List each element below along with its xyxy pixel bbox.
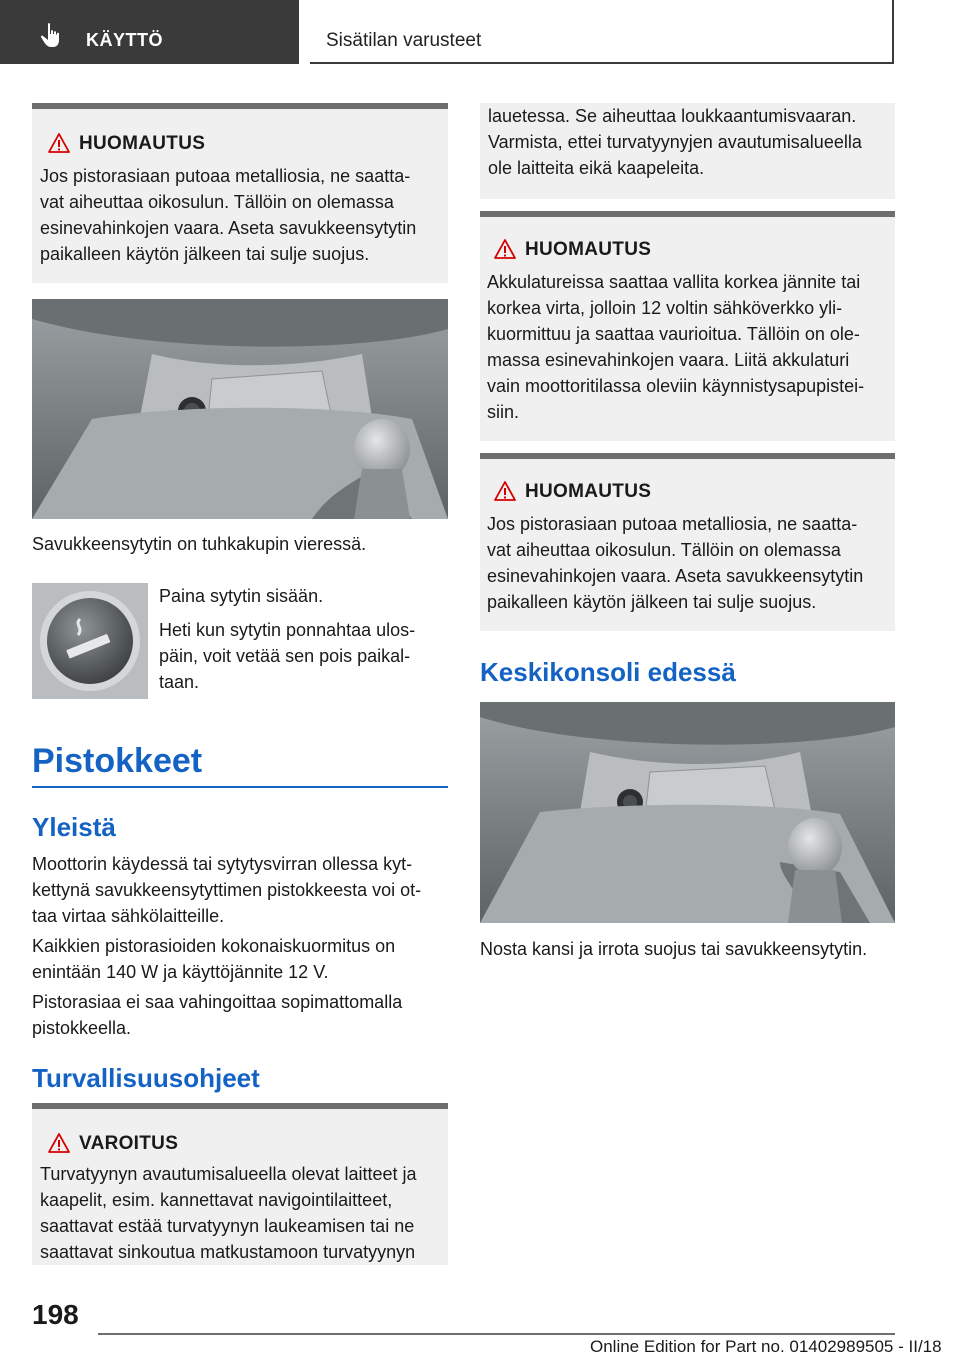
header-chapter-label: Sisätilan varusteet	[326, 30, 482, 51]
text-line: saattavat estää turvatyynyn laukeamisen tai ne	[40, 1216, 415, 1236]
text-line: korkea virta, jolloin 12 voltin sähköverkko yli-	[487, 298, 843, 318]
notice-divider	[32, 103, 448, 109]
hand-pointer-icon	[40, 22, 64, 48]
notice-title: HUOMAUTUS	[525, 239, 652, 260]
text-line: vat aiheuttaa oikosulun. Tällöin on olemassa	[40, 192, 394, 212]
subsection-heading: Turvallisuusohjeet	[32, 1063, 260, 1093]
text-line: kaapelit, esim. kannettavat navigointilaitteet,	[40, 1190, 393, 1210]
warning-text	[488, 103, 862, 181]
heading-rule	[32, 786, 448, 788]
instruction-line: taan.	[159, 672, 200, 692]
text-line: saattavat sinkoutua matkustamoon turvatyynyn	[40, 1242, 416, 1262]
warning-title: VAROITUS	[79, 1133, 179, 1154]
notice-text	[487, 511, 863, 615]
warning-triangle-icon	[494, 239, 516, 259]
text-line: esinevahinkojen vaara. Aseta savukkeensytytin	[487, 566, 864, 586]
text-line: taa virtaa sähkölaitteille.	[32, 906, 225, 926]
text-line: Turvatyynyn avautumisalueella olevat laitteet ja	[40, 1164, 417, 1184]
paragraph	[32, 989, 452, 1041]
warning-triangle-icon	[48, 133, 70, 153]
notice-box	[480, 211, 895, 441]
text-line: paikalleen käytön jälkeen tai sulje suojus.	[487, 592, 817, 612]
text-line: esinevahinkojen vaara. Aseta savukkeensytytin	[40, 218, 417, 238]
text-line: Jos pistorasiaan putoaa metalliosia, ne saatta-	[487, 514, 858, 534]
edition-info: Online Edition for Part no. 01402989505 - II/18	[590, 1337, 942, 1356]
paragraph	[32, 933, 452, 985]
warning-triangle-icon	[494, 481, 516, 501]
text-line: Akkulatureissa saattaa vallita korkea jännite tai	[487, 272, 861, 292]
notice-divider	[480, 211, 895, 217]
text-line: vain moottoritilassa oleviin käynnistysapupistei-	[487, 376, 865, 396]
page-number: 198	[32, 1299, 79, 1330]
header-section-label: KÄYTTÖ	[86, 30, 163, 50]
text-line: kuormittuu ja saattaa vaurioitua. Tällöin on ole-	[487, 324, 860, 344]
text-line: Kaikkien pistorasioiden kokonaiskuormitus on	[32, 936, 396, 956]
instruction-step: Paina sytytin sisään.	[159, 586, 324, 606]
notice-box	[480, 453, 895, 631]
instruction-line: päin, voit vetää sen pois paikal-	[159, 646, 411, 666]
text-line: lauetessa. Se aiheuttaa loukkaantumisvaaran.	[488, 106, 857, 126]
lighter-photo	[32, 583, 148, 699]
notice-box	[32, 103, 448, 283]
warning-box	[32, 1103, 448, 1265]
console-ashtray-photo	[32, 299, 448, 519]
section-heading: Pistokkeet	[32, 742, 203, 780]
warning-text	[40, 1161, 417, 1265]
text-line: Varmista, ettei turvatyynyjen avautumisalueella	[488, 132, 862, 152]
notice-title: HUOMAUTUS	[525, 481, 652, 502]
text-line: pistokkeella.	[32, 1018, 132, 1038]
photo-caption: Nosta kansi ja irrota suojus tai savukkeensytytin.	[480, 939, 868, 959]
text-line: kettynä savukkeensytyttimen pistokkeesta voi ot-	[32, 880, 422, 900]
lighter-instructions	[159, 583, 449, 695]
header-chapter-tab	[310, 0, 894, 64]
text-line: Jos pistorasiaan putoaa metalliosia, ne saatta-	[40, 166, 411, 186]
footer-rule	[98, 1333, 895, 1335]
text-line: massa esinevahinkojen vaara. Liitä akkulaturi	[487, 350, 850, 370]
text-line: vat aiheuttaa oikosulun. Tällöin on olemassa	[487, 540, 841, 560]
text-line: ole laitteita eikä kaapeleita.	[488, 158, 705, 178]
text-line: Pistorasiaa ei saa vahingoittaa sopimattomalla	[32, 992, 403, 1012]
photo-caption: Savukkeensytytin on tuhkakupin vieressä.	[32, 534, 367, 554]
subsection-heading: Keskikonsoli edessä	[480, 657, 736, 687]
notice-text	[487, 269, 864, 425]
text-line: siin.	[487, 402, 520, 422]
text-line: paikalleen käytön jälkeen tai sulje suojus.	[40, 244, 370, 264]
notice-title: HUOMAUTUS	[79, 133, 206, 154]
center-console-photo	[480, 702, 895, 923]
warning-box-continued	[480, 103, 895, 199]
subsection-heading: Yleistä	[32, 812, 116, 842]
notice-text	[40, 163, 416, 267]
text-line: Moottorin käydessä tai sytytysvirran ollessa kyt-	[32, 854, 413, 874]
header-section-tab	[0, 0, 299, 64]
notice-divider	[480, 453, 895, 459]
text-line: enintään 140 W ja käyttöjännite 12 V.	[32, 962, 329, 982]
instruction-line: Heti kun sytytin ponnahtaa ulos-	[159, 620, 416, 640]
paragraph	[32, 851, 452, 929]
warning-divider	[32, 1103, 448, 1109]
warning-triangle-icon	[48, 1133, 70, 1153]
